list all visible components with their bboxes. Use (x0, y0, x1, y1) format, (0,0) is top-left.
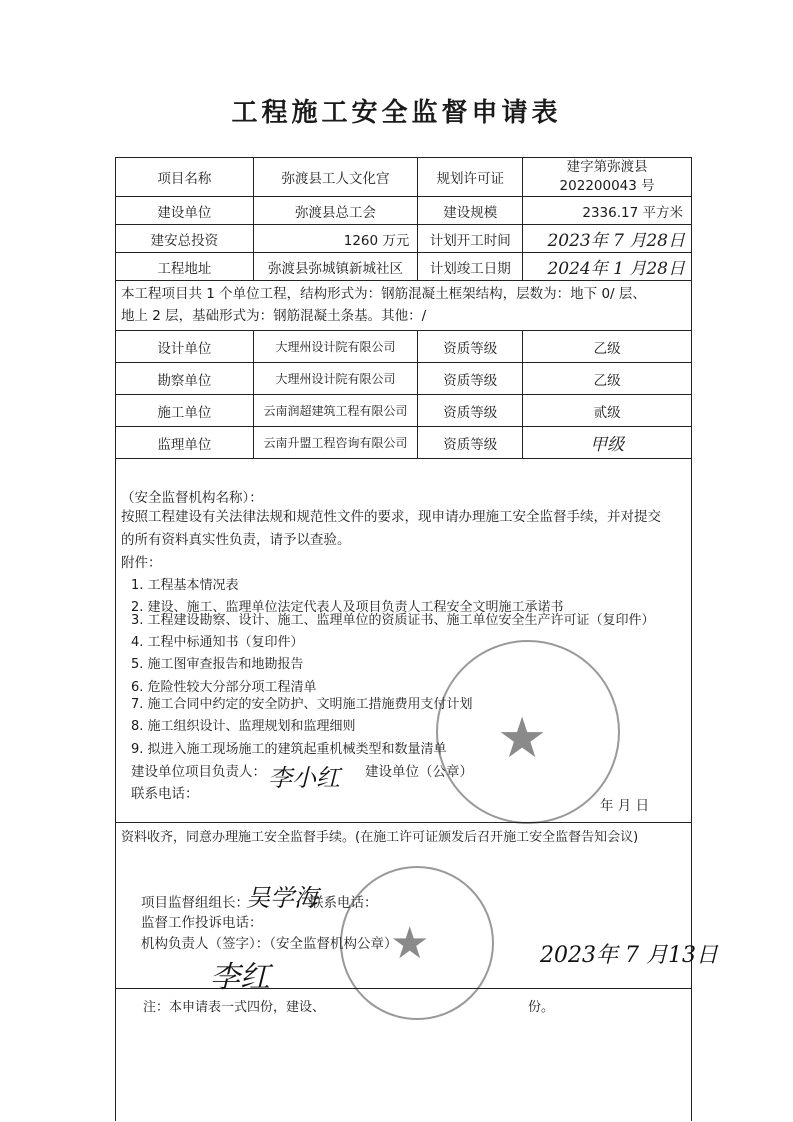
note-text-right: 份。 (528, 1000, 555, 1015)
address-value: 弥渡县弥城镇新城社区 (253, 253, 418, 281)
address-label: 工程地址 (116, 253, 254, 281)
survey-unit-qual-label: 资质等级 (418, 363, 523, 395)
section-divider (115, 822, 692, 823)
attachment-item-1: 1. 工程基本情况表 (131, 578, 239, 593)
permit-value-line1: 建字第弥渡县 (566, 159, 648, 175)
construction-unit-qual: 贰级 (523, 395, 692, 427)
start-date-label: 计划开工时间 (418, 225, 523, 253)
permit-value (523, 158, 692, 197)
builder-label: 建设单位 (116, 197, 254, 225)
investment-label: 建安总投资 (116, 225, 254, 253)
supervision-unit-qual: 甲级 (523, 427, 692, 459)
end-date-label: 计划竣工日期 (418, 253, 523, 281)
construction-unit-label: 施工单位 (116, 395, 254, 427)
row-survey-unit (116, 363, 692, 395)
design-unit-label: 设计单位 (116, 331, 254, 363)
attachment-item-4: 4. 工程中标通知书（复印件） (131, 635, 304, 650)
bottom-divider (115, 988, 692, 989)
complaint-phone-label: 监督工作投诉电话： (141, 915, 263, 931)
supervision-unit-qual-label: 资质等级 (418, 427, 523, 459)
project-description (121, 283, 686, 327)
attachment-item-9: 9. 拟进入施工现场施工的建筑起重机械类型和数量清单 (131, 742, 447, 757)
attachment-item-5: 5. 施工图审查报告和地勘报告 (131, 657, 304, 672)
unit-seal-label: 建设单位（公章） (365, 764, 473, 780)
start-date-value: 2023年 7 月28日 (523, 225, 692, 253)
attachments-label: 附件： (121, 555, 162, 571)
form-title: 工程施工安全监督申请表 (231, 98, 562, 128)
attachment-item-7: 7. 施工合同中约定的安全防护、文明施工措施费用支付计划 (131, 697, 473, 712)
construction-unit-qual-label: 资质等级 (418, 395, 523, 427)
owner-label: 建设单位项目负责人： (131, 764, 266, 780)
supervision-unit-label: 监理单位 (116, 427, 254, 459)
project-name-value: 弥渡县工人文化宫 (253, 158, 418, 197)
survey-unit-label: 勘察单位 (116, 363, 254, 395)
leader-signature: 吴学海 (246, 884, 318, 912)
row-investment (116, 225, 692, 253)
application-paragraph-line1: 按照工程建设有关法律法规和规范性文件的要求，现申请办理施工安全监督手续，并对提交 (121, 509, 661, 525)
description-line-1: 本工程项目共 1 个单位工程，结构形式为：钢筋混凝土框架结构，层数为：地下 0/ 层、 (121, 286, 646, 302)
construction-unit-name: 云南润超建筑工程有限公司 (253, 395, 418, 427)
owner-signature: 李小红 (268, 764, 340, 792)
design-unit-qual-label: 资质等级 (418, 331, 523, 363)
application-paragraph-line2: 的所有资料真实性负责，请予以查验。 (121, 532, 351, 548)
attachment-item-8: 8. 施工组织设计、监理规划和监理细则 (131, 719, 356, 734)
project-name-label: 项目名称 (116, 158, 254, 197)
leader-phone-label: 联系电话： (310, 895, 378, 911)
investment-value: 1260 万元 (253, 225, 418, 253)
end-date-value: 2024年 1 月28日 (523, 253, 692, 281)
survey-unit-qual: 乙级 (523, 363, 692, 395)
row-supervision-unit (116, 427, 692, 459)
row-builder (116, 197, 692, 225)
attachment-item-3: 3. 工程建设勘察、设计、施工、监理单位的资质证书、施工单位安全生产许可证（复印件） (131, 613, 655, 628)
scale-label: 建设规模 (418, 197, 523, 225)
acceptance-date: 2023年 7 月13日 (540, 943, 718, 968)
attachment-item-6: 6. 危险性较大分部分项工程清单 (131, 680, 317, 695)
design-unit-name: 大理州设计院有限公司 (253, 331, 418, 363)
attachment-item-2: 2. 建设、施工、监理单位法定代表人及项目负责人工程安全文明施工承诺书 (131, 600, 564, 615)
application-date-line: 年 月 日 (600, 798, 650, 814)
agency-seal-star-icon: ★ (390, 918, 430, 969)
supervision-unit-name: 云南升盟工程咨询有限公司 (253, 427, 418, 459)
builder-value: 弥渡县总工会 (253, 197, 418, 225)
permit-label: 规划许可证 (418, 158, 523, 197)
description-line-2: 地上 2 层，基础形式为：钢筋混凝土条基。其他：/ (121, 308, 427, 324)
agency-head-label: 机构负责人（签字）：（安全监督机构公章） (141, 936, 398, 952)
row-address (116, 253, 692, 281)
acceptance-text: 资料收齐，同意办理施工安全监督手续。(在施工许可证颁发后召开施工安全监督告知会议) (121, 830, 639, 845)
row-design-unit (116, 331, 692, 363)
agency-head-signature: 李红 (210, 960, 270, 995)
permit-value-line2: 202200043 号 (559, 178, 655, 194)
seal-star-icon: ★ (497, 706, 548, 771)
note-text-left: 注：本申请表一式四份，建设、 (143, 1000, 326, 1015)
design-unit-qual: 乙级 (523, 331, 692, 363)
scale-value: 2336.17 平方米 (523, 197, 692, 225)
row-construction-unit (116, 395, 692, 427)
leader-label: 项目监督组组长： (141, 895, 249, 911)
row-project-name (116, 158, 692, 197)
survey-unit-name: 大理州设计院有限公司 (253, 363, 418, 395)
agency-name-line: （安全监督机构名称）： (121, 490, 263, 506)
contact-phone-label: 联系电话： (131, 786, 199, 802)
